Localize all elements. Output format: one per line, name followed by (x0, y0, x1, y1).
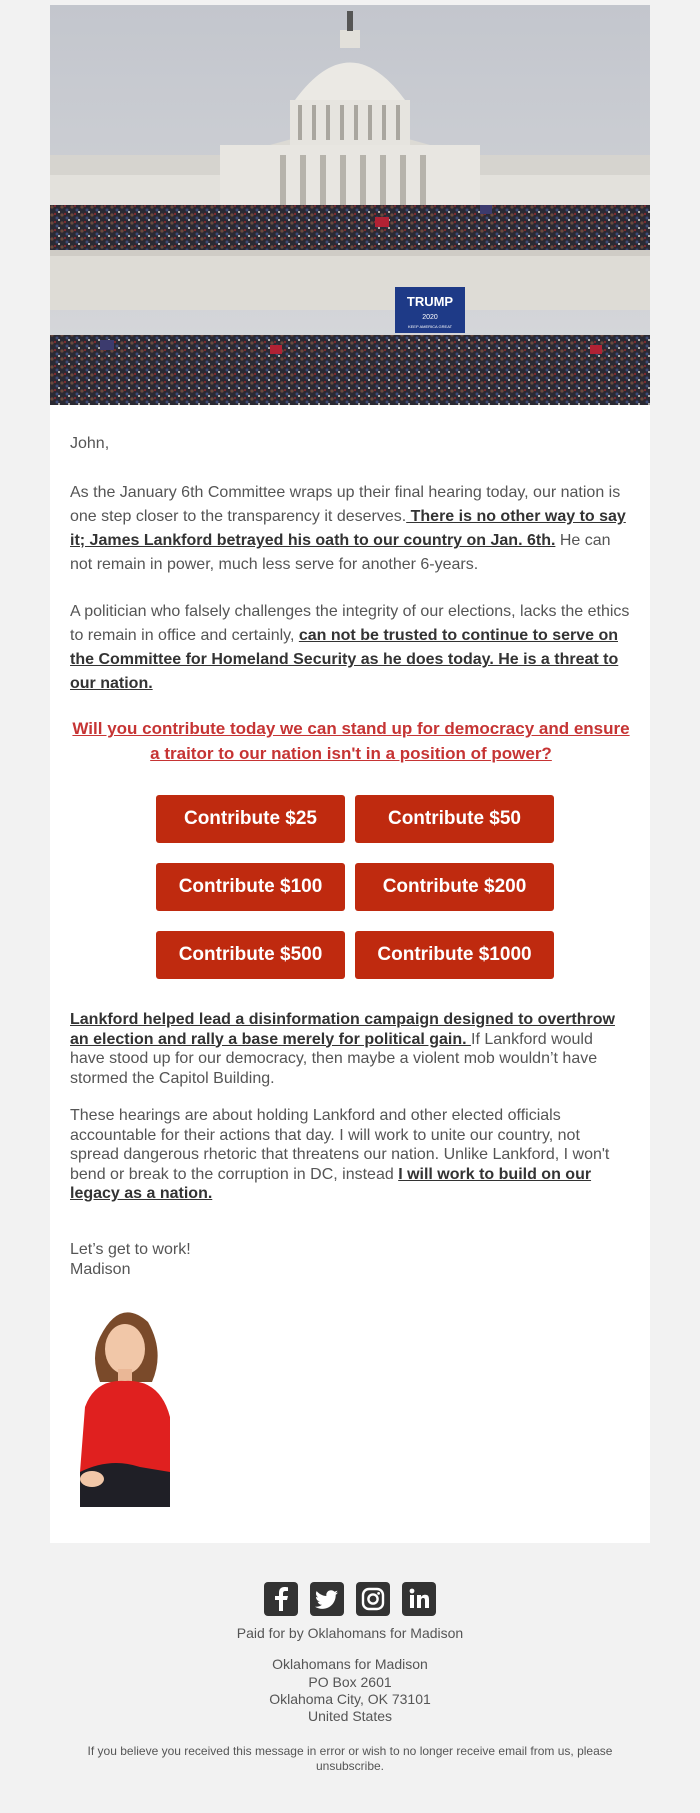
email-card (50, 5, 650, 1543)
banner-text: TRUMP (406, 294, 454, 309)
paragraph-1-tail: He can not remain in power, much less serve for another 6-years. (70, 532, 611, 573)
contribute-25-button[interactable]: Contribute $25 (156, 795, 345, 843)
paragraph-1-link[interactable]: There is no other way to say it; James Lankford betrayed his oath to our country on Jan. 6th. (70, 508, 626, 549)
candidate-portrait (70, 1297, 180, 1507)
paragraph-2 (70, 600, 632, 696)
contribute-ask-link[interactable]: Will you contribute today we can stand up for democracy and ensure a traitor to our nation isn't in a position of power? (72, 719, 630, 763)
paragraph-3-text: If Lankford would have stood up for our democracy, then maybe a violent mob wouldn’t have stormed the Capitol Building. (70, 1030, 598, 1087)
social-links (264, 1582, 436, 1616)
paragraph-1-text: As the January 6th Committee wraps up their final hearing today, our nation is one step closer to the transparency it deserves. (70, 484, 621, 525)
paragraph-4-link[interactable]: I will work to build on our legacy as a nation. (70, 1165, 592, 1202)
contribute-500-button[interactable]: Contribute $500 (156, 931, 345, 979)
contribute-200-button[interactable]: Contribute $200 (355, 863, 554, 911)
banner-sub2: KEEP AMERICA GREAT (407, 324, 453, 329)
greeting: John, (70, 435, 110, 452)
paragraph-2-text: A politician who falsely challenges the integrity of our elections, lacks the ethics to remain in office and certainly, (70, 603, 630, 644)
twitter-icon[interactable] (310, 1582, 344, 1616)
footer-country: United States (307, 1708, 393, 1724)
paid-for-disclaimer: Paid for by Oklahomans for Madison (236, 1625, 464, 1641)
footer-city: Oklahoma City, OK 73101 (269, 1691, 431, 1707)
paragraph-2-link[interactable]: can not be trusted to continue to serve on the Committee for Homeland Security as he does today. He is a threat to our nation. (70, 627, 619, 692)
paragraph-1 (70, 481, 632, 577)
linkedin-icon[interactable] (402, 1582, 436, 1616)
paragraph-3 (70, 1010, 632, 1088)
capitol-photo (50, 5, 650, 405)
signature: Madison (70, 1261, 131, 1278)
contribute-50-button[interactable]: Contribute $50 (355, 795, 554, 843)
paragraph-3-link[interactable]: Lankford helped lead a disinformation campaign designed to overthrow an election and rally a base merely for political gain. (70, 1011, 615, 1048)
closing: Let’s get to work! (70, 1241, 191, 1258)
instagram-icon[interactable] (356, 1582, 390, 1616)
contribute-1000-button[interactable]: Contribute $1000 (355, 931, 554, 979)
paragraph-4 (70, 1106, 632, 1204)
paragraph-4-text: These hearings are about holding Lankford and other elected officials accountable for their actions that day. I will work to unite our country, not spread dangerous rhetoric that threatens our nation. Unlike Lankford, I won't bend or break to the corruption in DC, instead (70, 1107, 610, 1183)
contribute-100-button[interactable]: Contribute $100 (156, 863, 345, 911)
hero-image (50, 5, 650, 405)
footer-po-box: PO Box 2601 (308, 1674, 392, 1690)
facebook-icon[interactable] (264, 1582, 298, 1616)
unsubscribe-notice[interactable]: If you believe you received this message in error or wish to no longer receive email from us, please unsubscribe. (87, 1744, 613, 1773)
banner-sub: 2020 (422, 314, 438, 321)
footer-org: Oklahomans for Madison (272, 1656, 428, 1672)
